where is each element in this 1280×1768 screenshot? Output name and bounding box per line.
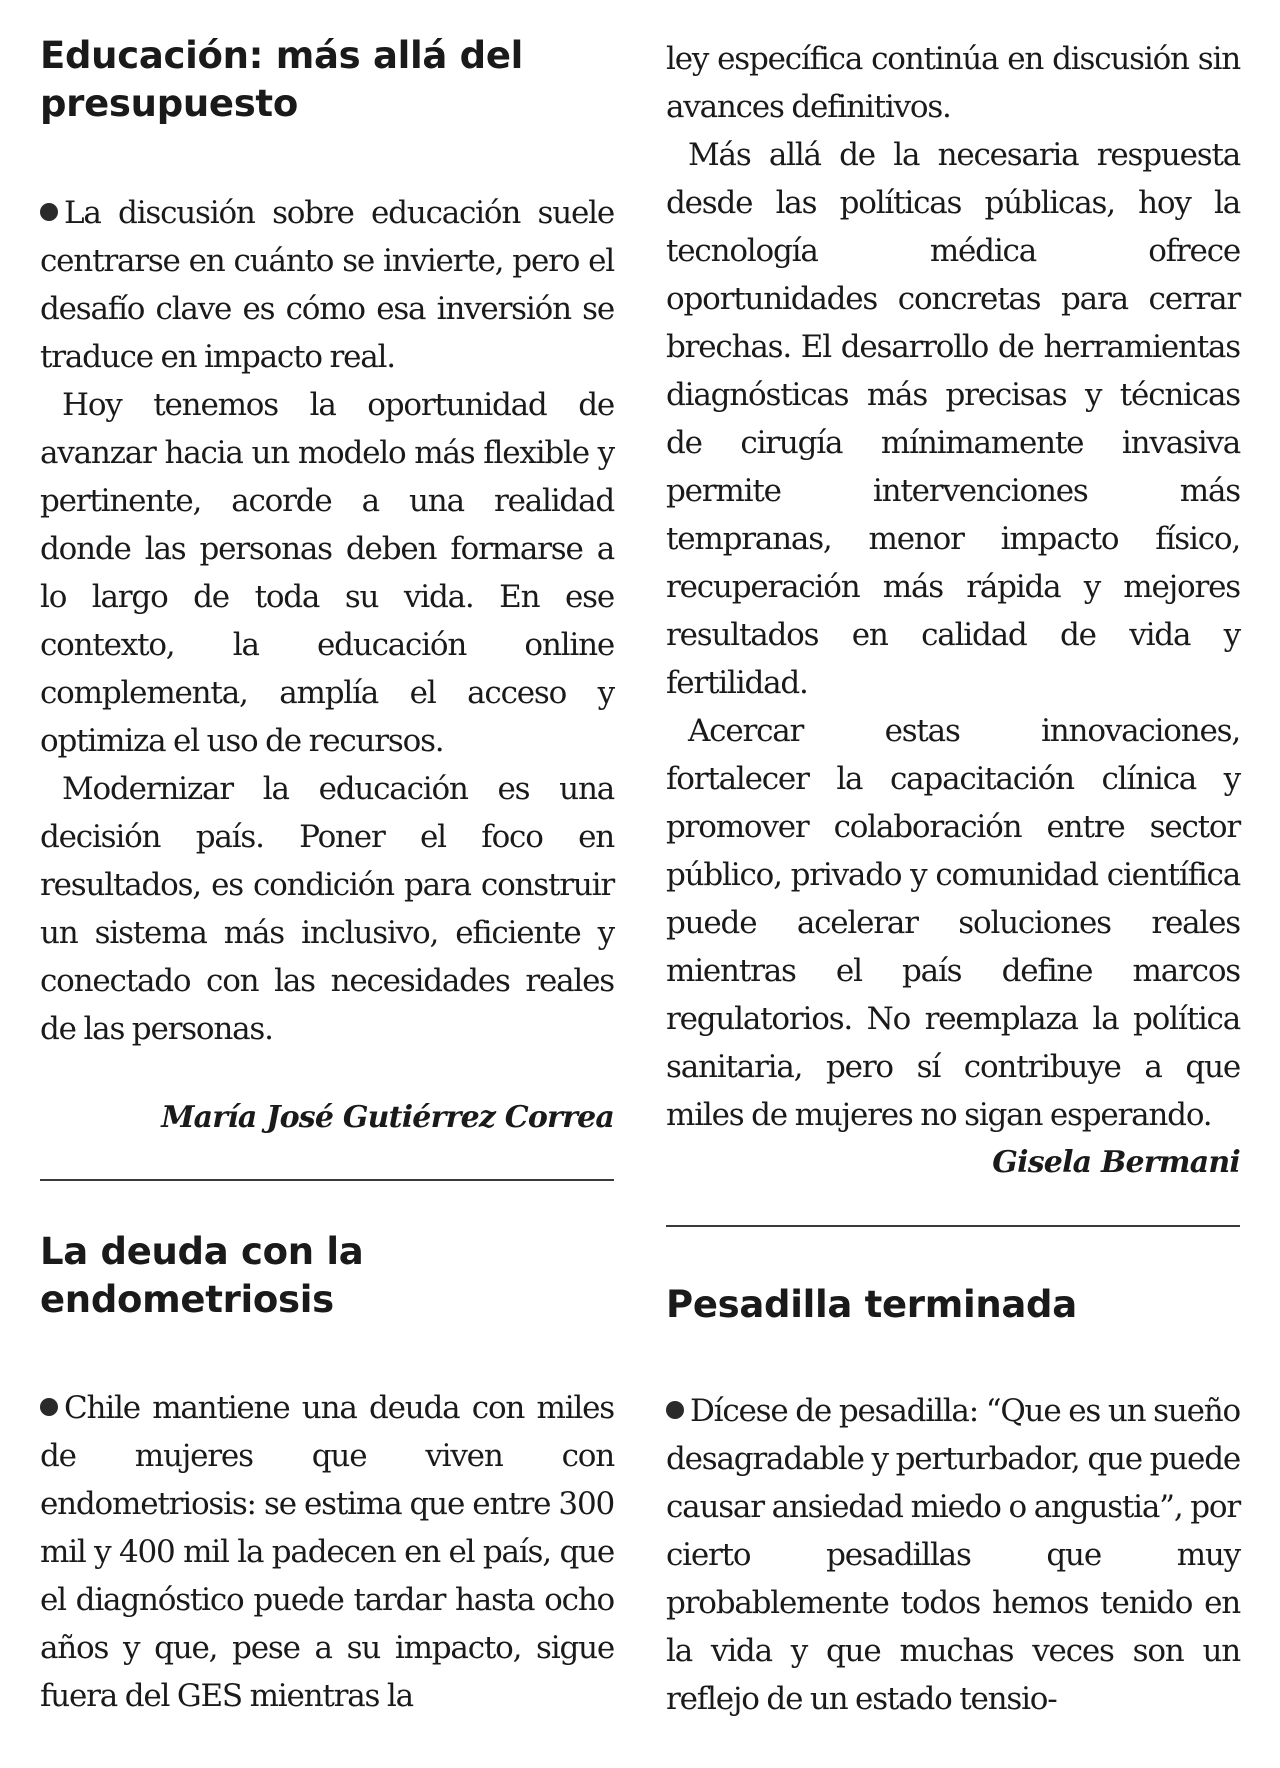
article-endometriosis-continued: [666, 35, 1240, 1139]
article-education-title: [40, 32, 614, 128]
article-nightmare-title: Pesadilla terminada: [666, 1283, 1077, 1326]
divider: [666, 1225, 1240, 1227]
title-line-1: Educación: más allá del: [40, 34, 524, 77]
paragraph: Más allá de la necesaria respuesta desde las políticas públicas, hoy la tecnología médica ofrece oportunidades concretas para cerrar brechas. El desarrollo de herramientas diagnósticas más precisas y técnicas de cirugía mínimamente invasiva permite intervenciones más tempranas, menor impacto físico, recuperación más rápida y mejores resultados en calidad de vida y fertilidad.: [666, 137, 1240, 701]
paragraph: ley específica continúa en discusión sin avances definitivos.: [666, 41, 1240, 125]
article-endometriosis-body: [40, 1384, 614, 1720]
author-signature: María José Gutiérrez Correa: [161, 1100, 614, 1135]
author-signature: Gisela Bermani: [992, 1145, 1240, 1180]
bullet-icon: [40, 203, 58, 221]
article-endometriosis-continued-body: [666, 35, 1240, 1139]
title-line-2: endometriosis: [40, 1278, 334, 1321]
paragraph: Acercar estas innovaciones, fortalecer la capacitación clínica y promover colaboración entre sector público, privado y comunidad científica puede acelerar soluciones reales mientras el país define marcos regulatorios. No reemplaza la política sanitaria, pero sí contribuye a que miles de mujeres no sigan esperando.: [666, 713, 1240, 1133]
paragraph: Modernizar la educación es una decisión país. Poner el foco en resultados, es condición para construir un sistema más inclusivo, eficiente y conectado con las necesidades reales de las personas.: [40, 771, 614, 1047]
bullet-icon: [40, 1398, 58, 1416]
article-nightmare-body: [666, 1387, 1240, 1723]
paragraph: La discusión sobre educación suele centrarse en cuánto se invierte, pero el desafío clave es cómo esa inversión se traduce en impacto real.: [40, 195, 614, 375]
title-line-1: La deuda con la: [40, 1230, 364, 1273]
paragraph: Dícese de pesadilla: “Que es un sueño desagradable y perturbador, que puede causar ansiedad miedo o angustia”, por cierto pesadillas que muy probablemente todos hemos tenido en la vida y que muchas veces son un reflejo de un estado tensio-: [666, 1393, 1240, 1717]
article-education: [40, 32, 614, 1053]
divider: [40, 1179, 614, 1181]
paragraph: Chile mantiene una deuda con miles de mujeres que viven con endometriosis: se estima que entre 300 mil y 400 mil la padecen en el país, que el diagnóstico puede tardar hasta ocho años y que, pese a su impacto, sigue fuera del GES mientras la: [40, 1390, 614, 1714]
article-education-body: [40, 189, 614, 1053]
title-line-2: presupuesto: [40, 82, 298, 125]
paragraph: Hoy tenemos la oportunidad de avanzar hacia un modelo más flexible y pertinente, acorde a una realidad donde las personas deben formarse a lo largo de toda su vida. En ese contexto, la educación online complementa, amplía el acceso y optimiza el uso de recursos.: [40, 387, 614, 759]
article-endometriosis: [40, 1228, 614, 1720]
article-nightmare: [666, 1281, 1240, 1723]
bullet-icon: [666, 1401, 684, 1419]
article-endometriosis-title: [40, 1228, 614, 1324]
